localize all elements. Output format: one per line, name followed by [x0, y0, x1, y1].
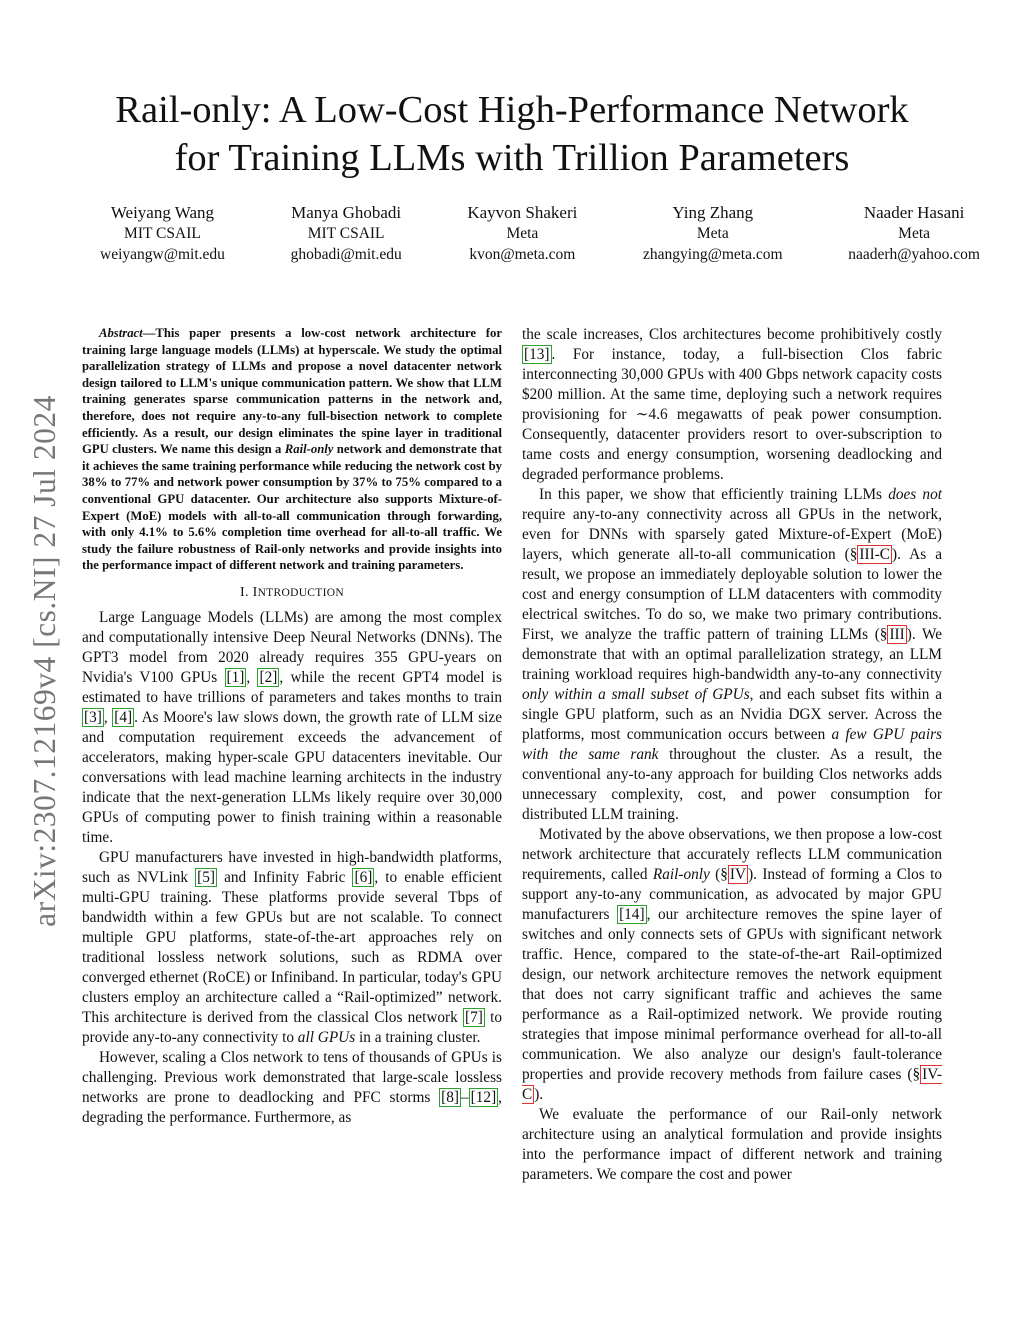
paragraph-text: to provide any-to-any connectivity to — [82, 1008, 502, 1046]
paragraph-text: GPU manufacturers have invested in high-bandwidth platforms, such as NVLink — [82, 848, 502, 886]
section-numeral: I. I — [240, 584, 258, 600]
paragraph-text: We evaluate the performance of our Rail-only network architecture using an analytical formulation and provide insights into the performance impact of different network and training parameters. We compare the cost and power — [522, 1106, 942, 1183]
right-column — [522, 325, 942, 1185]
abstract-dash: — — [142, 326, 156, 340]
author-name: Kayvon Shakeri — [467, 203, 578, 222]
abstract-text-2: network and demonstrate that it achieves the same training performance while reducing the network cost by 38% to 77% and network power consumption by 37% to 75% compared to a conventional GPU datacenter. Our architecture also supports Mixture-of-Expert (MoE) models with all-to-all communication through forwarding, with only 4.1% to 5.6% completion time overhead for all-to-all traffic. We study the failure robustness of Rail-only networks and provide insights into the performance impact of different network and training parameters. — [82, 442, 502, 573]
section-heading-introduction — [82, 583, 502, 603]
paragraph-text: the scale increases, Clos architectures become prohibitively costly — [522, 326, 942, 343]
citation-link[interactable]: [12] — [470, 1088, 497, 1106]
paragraph-text: , — [103, 708, 113, 726]
paragraph-text: throughout the cluster. As a result, the conventional any-to-any approach for building Clos networks adds unnecessary complexity, cost, and power consumption for distributed LLM training. — [522, 746, 942, 823]
paragraph-text: ). We demonstrate that with an optimal parallelization strategy, an LLM training workload requires high-bandwidth any-to-any connectivity — [522, 626, 943, 683]
emphasis-text: a few GPU pairs with the same rank — [522, 726, 942, 763]
citation-link[interactable]: [8] — [441, 1088, 460, 1106]
intro-paragraph-4 — [522, 325, 942, 485]
title-line-2: for Training LLMs with Trillion Parameters — [174, 137, 850, 179]
section-link[interactable]: IV-C — [522, 1066, 942, 1103]
paper-title — [60, 86, 964, 182]
paragraph-text: , and each subset fits within a single GPU platform, such as an Nvidia DGX server. Across the platforms, most communication occurs between — [522, 686, 942, 743]
author-affiliation: MIT CSAIL — [124, 225, 201, 242]
section-link[interactable]: IV — [729, 866, 747, 883]
citation-link[interactable]: [2] — [259, 668, 278, 686]
author-email: weiyangw@mit.edu — [100, 246, 225, 263]
emphasis-text: all GPUs — [297, 1028, 356, 1046]
paragraph-text: – — [461, 1088, 469, 1106]
paragraph-text: In this paper, we show that efficiently training LLMs — [539, 486, 889, 503]
author-name: Ying Zhang — [672, 203, 754, 222]
intro-paragraph-7 — [522, 1105, 942, 1185]
arxiv-sidebar — [27, 378, 63, 944]
intro-paragraph-3 — [82, 1048, 502, 1128]
emphasis-text: only within a small subset of GPUs — [522, 686, 750, 703]
citation-link[interactable]: [13] — [524, 346, 550, 363]
abstract-label: Abstract — [99, 326, 143, 340]
paragraph-text: ). — [534, 1086, 544, 1103]
section-link[interactable]: III — [889, 626, 905, 643]
author-affiliation: Meta — [506, 225, 539, 242]
paragraph-text: . For instance, today, a full-bisection Clos fabric interconnecting 30,000 GPUs with 400 Gbps network capacity costs $200 million. At the same time, deploying such a network requires provisioning for ∼4.6 megawatts of peak power consumption. Consequently, datacenter providers resort to over-subscription to tame costs and energy consumption, worsening deadlocking and degraded performance problems. — [522, 346, 942, 483]
citation-link[interactable]: [14] — [619, 906, 645, 923]
author-email: kvon@meta.com — [469, 246, 576, 263]
paragraph-text: . As Moore's law slows down, the growth rate of LLM size and computation requirement exceeds the advancement of accelerators, making hyper-scale GPU datacenters inevitable. Our conversations with lead machine learning architects in the industry indicate that the next-generation LLMs likely require over 30,000 GPUs of computing power to finish training within a reasonable time. — [82, 708, 502, 846]
paragraph-text: and Infinity Fabric — [216, 868, 353, 886]
paragraph-text: , our architecture removes the spine layer of switches and only connects sets of GPUs with significant network traffic. Hence, compared to the state-of-the-art Rail-optimized design, our network architecture removes the network equipment that does not carry significant traffic and achieves the same performance as a Rail-optimized network. We provide routing strategies that impose minimal performance overhead for all-to-all communication. We also analyze our design's fault-tolerance properties and provide recovery methods from failure cases (§ — [522, 906, 943, 1083]
citation-link[interactable]: [1] — [226, 668, 245, 686]
author-email: naaderh@yahoo.com — [848, 246, 980, 263]
citation-link[interactable]: [7] — [465, 1008, 483, 1026]
author-name: Manya Ghobadi — [291, 203, 402, 222]
paragraph-text: require any-to-any connectivity across all GPUs in the network, even for DNNs with sparsely gated Mixture-of-Expert (MoE) layers, which generate all-to-all communication (§ — [522, 506, 942, 563]
citation-link[interactable]: [5] — [197, 868, 215, 886]
citation-link[interactable]: [4] — [114, 708, 133, 726]
paragraph-text: (§ — [709, 866, 728, 883]
paragraph-text: ). Instead of forming a Clos to support any-to-any communication, as advocated by major GPU manufacturers — [522, 866, 942, 923]
author-affiliation: Meta — [696, 225, 729, 242]
citation-link[interactable]: [6] — [354, 868, 373, 886]
title-line-1: Rail-only: A Low-Cost High-Performance Network — [115, 89, 909, 131]
author-block — [643, 202, 783, 265]
paragraph-text: Large Language Models (LLMs) are among the most complex and computationally intensive Deep Neural Networks (DNNs). The GPT3 model from 2020 already requires 355 GPU-years on Nvidia's V100 GPUs — [82, 608, 502, 686]
paragraph-text: , — [246, 668, 258, 686]
intro-paragraph-2 — [82, 848, 502, 1048]
author-block — [848, 202, 980, 265]
author-block — [291, 202, 402, 265]
paragraph-text: in a training cluster. — [355, 1028, 481, 1046]
paragraph-text: , to enable efficient multi-GPU training. These platforms provide several Tbps of bandwidth within a few GPUs but are not scalable. To connect multiple GPU platforms, state-of-the-art approaches rely on traditional lossless network solutions, such as RDMA over converged ethernet (RoCE) or Infiniband. In particular, today's GPU clusters employ an architecture called a “Rail-optimized” network. This architecture is derived from the classical Clos network — [82, 868, 502, 1026]
abstract-text-1: This paper presents a low-cost network architecture for training large language models (LLMs) at hyperscale. We study the optimal parallelization strategy of LLMs and propose a novel datacenter network design tailored to LLM's unique communication pattern. We show that LLM training generates sparse communication patterns in the network and, therefore, does not require any-to-any full-bisection network to complete efficiently. As a result, our design eliminates the spine layer in traditional GPU clusters. We name this design a — [82, 326, 502, 457]
emphasis-text: Rail-only — [652, 866, 710, 883]
author-list — [100, 202, 980, 265]
section-title-rest: NTRODUCTION — [257, 586, 344, 599]
paragraph-text: , degrading the performance. Furthermore, as — [82, 1088, 502, 1126]
paragraph-text: ). As a result, we propose an immediately deployable solution to lower the cost and energy consumption of LLM datacenters with commodity electrical switches. To do so, we make two primary contributions. First, we analyze the traffic pattern of training LLMs (§ — [522, 546, 943, 643]
author-affiliation: MIT CSAIL — [307, 225, 385, 242]
author-email: zhangying@meta.com — [643, 246, 783, 263]
author-affiliation: Meta — [898, 225, 931, 242]
left-column — [82, 325, 502, 1128]
author-block — [467, 202, 577, 265]
citation-link[interactable]: [3] — [84, 708, 102, 726]
emphasis-text: does not — [888, 486, 942, 503]
intro-paragraph-1 — [82, 608, 502, 848]
arxiv-identifier: arXiv:2307.12169v4 [cs.NI] 27 Jul 2024 — [27, 395, 62, 927]
abstract — [82, 325, 502, 574]
author-block — [100, 202, 225, 265]
author-email: ghobadi@mit.edu — [290, 246, 402, 263]
intro-paragraph-6 — [522, 825, 942, 1105]
paragraph-text: Motivated by the above observations, we then propose a low-cost network architecture that accurately reflects LLM communication requirements, called — [522, 826, 942, 883]
section-link[interactable]: III-C — [859, 546, 891, 563]
author-name: Naader Hasani — [863, 203, 965, 222]
paragraph-text: However, scaling a Clos network to tens of thousands of GPUs is challenging. Previous work demonstrated that large-scale lossless networks are prone to deadlocking and PFC storms — [82, 1048, 502, 1106]
abstract-emphasis: Rail-only — [284, 442, 334, 457]
paragraph-text: , while the recent GPT4 model is estimated to have trillions of parameters and takes months to train — [82, 668, 502, 706]
intro-paragraph-5 — [522, 485, 942, 825]
author-name: Weiyang Wang — [110, 203, 215, 222]
